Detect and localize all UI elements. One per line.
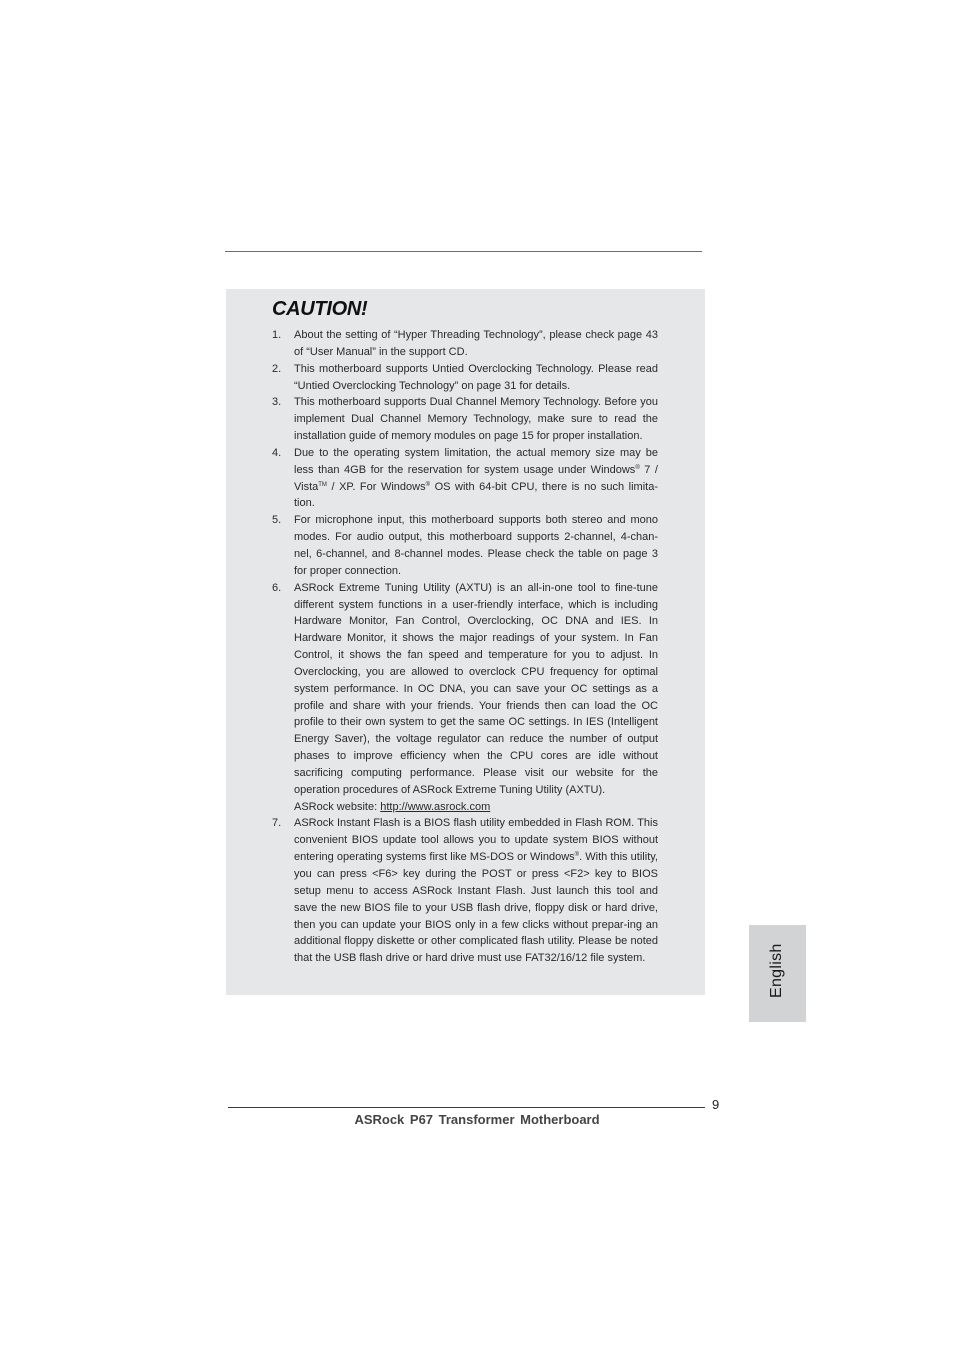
- caution-list: [272, 327, 658, 967]
- caution-item-7: [272, 815, 658, 967]
- top-rule: [225, 251, 702, 252]
- item-text-part: / XP. For Windows: [331, 480, 426, 493]
- registered-mark: ®: [425, 481, 431, 488]
- website-link[interactable]: http://www.asrock.com: [380, 800, 491, 813]
- registered-mark: ®: [574, 852, 580, 859]
- footer-rule: [228, 1107, 705, 1108]
- item-text: [294, 445, 658, 512]
- item-text: For microphone input, this motherboard supports both stereo and mono modes. For audio output, this motherboard supports 2-channel, 4-chan-nel, 6-channel, and 8-channel modes. Please check the table on page 3 for proper connection.: [294, 514, 658, 577]
- item-text: This motherboard supports Untied Overclocking Technology. Please read “Untied Overclocking Technology” on page 31 for details.: [294, 362, 658, 392]
- language-tab-label: English: [768, 943, 785, 998]
- item-text-part: 7 / Vista: [294, 463, 658, 493]
- website-label: ASRock website:: [294, 800, 378, 813]
- item-number: 2.: [272, 362, 282, 375]
- item-number: 3.: [272, 396, 282, 409]
- item-text-part: Due to the operating system limitation, the actual memory size may be less than 4GB for the reservation for system usage under Windows: [294, 446, 658, 476]
- caution-item-6: [272, 580, 658, 816]
- caution-item-5: [272, 512, 658, 579]
- item-text-part: . With this utility, you can press <F6> key during the POST or press <F2> key to BIOS setup menu to access ASRock Instant Flash. Just launch this tool and save the new BIOS file to your USB flash drive, floppy disk or hard drive, then you can update your BIOS only in a few clicks without prepar-ing an additional floppy diskette or other complicated flash utility. Please be noted that the USB flash drive or hard drive must use FAT32/16/12 file system.: [294, 851, 658, 965]
- item-number: 6.: [272, 581, 282, 594]
- item-text-part: OS with 64-bit CPU, there is no such limita-tion.: [294, 480, 658, 510]
- item-text: [294, 815, 658, 967]
- caution-item-2: [272, 361, 658, 395]
- trademark-mark: TM: [318, 481, 327, 488]
- caution-item-4: [272, 445, 658, 512]
- item-text: About the setting of “Hyper Threading Technology”, please check page 43 of “User Manual” in the support CD.: [294, 329, 658, 358]
- item-text-part: ASRock Instant Flash is a BIOS flash utility embedded in Flash ROM. This convenient BIOS update tool allows you to update system BIOS without entering operating systems first like MS-DOS or Windows: [294, 817, 658, 864]
- item-number: 7.: [272, 817, 282, 830]
- footer-title: ASRock P67 Transformer Motherboard: [354, 1112, 600, 1127]
- registered-mark: ®: [635, 464, 640, 471]
- caution-item-3: [272, 394, 658, 445]
- website-line: [294, 799, 658, 816]
- caution-item-1: [272, 327, 658, 361]
- item-number: 4.: [272, 446, 282, 459]
- item-text: ASRock Extreme Tuning Utility (AXTU) is an all-in-one tool to fine-tune different system functions in a user-friendly interface, which is including Hardware Monitor, Fan Control, Overclocking, OC DNA and IES. In Hardware Monitor, it shows the major readings of your system. In Fan Control, it shows the fan speed and temperature for you to adjust. In Overclocking, you are allowed to overclock CPU frequency for optimal system performance. In OC DNA, you can save your OC settings as a profile and share with your friends. Your friends then can load the OC profile to their own system to get the same OC settings. In IES (Intelligent Energy Saver), the voltage regulator can reduce the number of output phases to improve efficiency when the CPU cores are idle without sacrificing computing performance. Please visit our website for the operation procedures of ASRock Extreme Tuning Utility (AXTU).: [294, 581, 658, 796]
- item-text: This motherboard supports Dual Channel Memory Technology. Before you implement Dual Channel Memory Technology, make sure to read the installation guide of memory modules on page 15 for proper installation.: [294, 396, 658, 443]
- caution-title: CAUTION!: [272, 298, 368, 320]
- item-number: 5.: [272, 514, 282, 527]
- page-number: 9: [712, 1097, 720, 1112]
- item-number: 1.: [272, 329, 282, 341]
